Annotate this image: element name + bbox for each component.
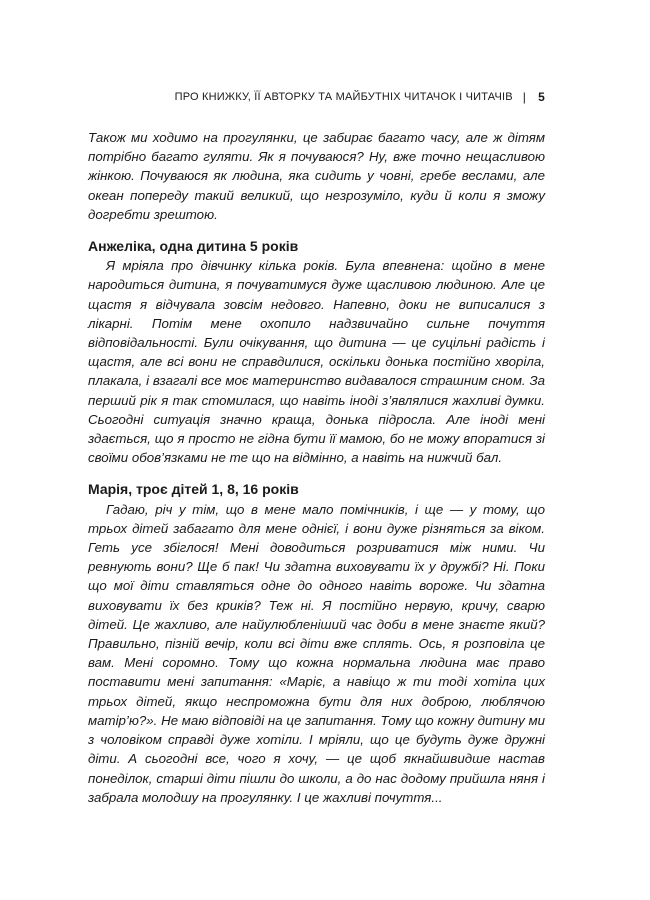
section-paragraph-mariia: Гадаю, річ у тім, що в мене мало помічників, і ще — у тому, що трьох дітей забагато для мене однієї, і вони дуже різняться за віком. Геть усе збіглося! Мені доводиться розриватися між ними. Чи ревнують вони? Ще б пак! Чи здатна виховувати їх у дружбі? Ні. Поки що мої діти ставляться одне до одного навіть вороже. Чи здатна виховувати їх без криків? Теж ні. Я постійно нервую, кричу, сварю дітей. Це жахливо, але найулюбленіший час доби в мене знаєте який? Правильно, пізній вечір, коли всі діти вже сплять. Ось, я розповіла це вам. Мені соромно. Тому що кожна нормальна людина має право поставити мені запитання: «Маріє, а навіщо ж ти тоді хотіла цих трьох дітей, якщо неспроможна бути для них доброю, люблячою матір’ю?». Не маю відповіді на це запитання. Тому що кожну дитину ми з чоловіком справді дуже хотіли. І мріяли, що це будуть дуже дружні діти. А сьогодні все, чого я хочу, — це щоб якнайшвидше настав понеділок, старші діти пішли до школи, а до нас додому прийшла няня і забрала молодшу на прогулянку. І це жахливі почуття... [88,501,545,805]
running-title: ПРО КНИЖКУ, ЇЇ АВТОРКУ ТА МАЙБУТНІХ ЧИТАЧОК І ЧИТАЧІВ [174,91,513,103]
running-header [88,90,545,104]
section-paragraph-anzhelika: Я мріяла про дівчинку кілька років. Була впевнена: щойно в мене народиться дитина, я почуватимуся дуже щасливою людиною. Але це щастя я відчувала зовсім недовго. Напевно, доки не виписалися з лікарні. Потім мене охопило надзвичайно сильне почуття відповідальності. Були очікування, що дитина — це суцільні радість і щастя, але всі вони не справдилися, оскільки донька постійно хворіла, плакала, і взагалі все моє материнство видавалося страшним сном. За перший рік я так стомилася, що навіть іноді з’являлися жахливі думки. Сьогодні ситуація значно краща, донька підросла. Але іноді мені здається, що я просто не гідна бути її мамою, бо не можу впоратися зі своїми обов’язками не те що на відмінно, а навіть на нижчий бал. [88,258,545,466]
intro-paragraph: Також ми ходимо на прогулянки, це забирає багато часу, але ж дітям потрібно багато гуляти. Як я почуваюся? Ну, вже точно нещасливою жінкою. Почуваюся як людина, яка сидить у човні, гребе веслами, але океан попереду такий великий, що незрозуміло, куди й коли я зможу догребти зрештою. [88,130,545,222]
section-heading-mariia: Марія, троє дітей 1, 8, 16 років [88,481,299,498]
page-number: 5 [538,90,545,104]
page-body [88,128,545,807]
section-heading-anzhelika: Анжеліка, одна дитина 5 років [88,238,299,255]
header-separator: | [522,90,527,104]
